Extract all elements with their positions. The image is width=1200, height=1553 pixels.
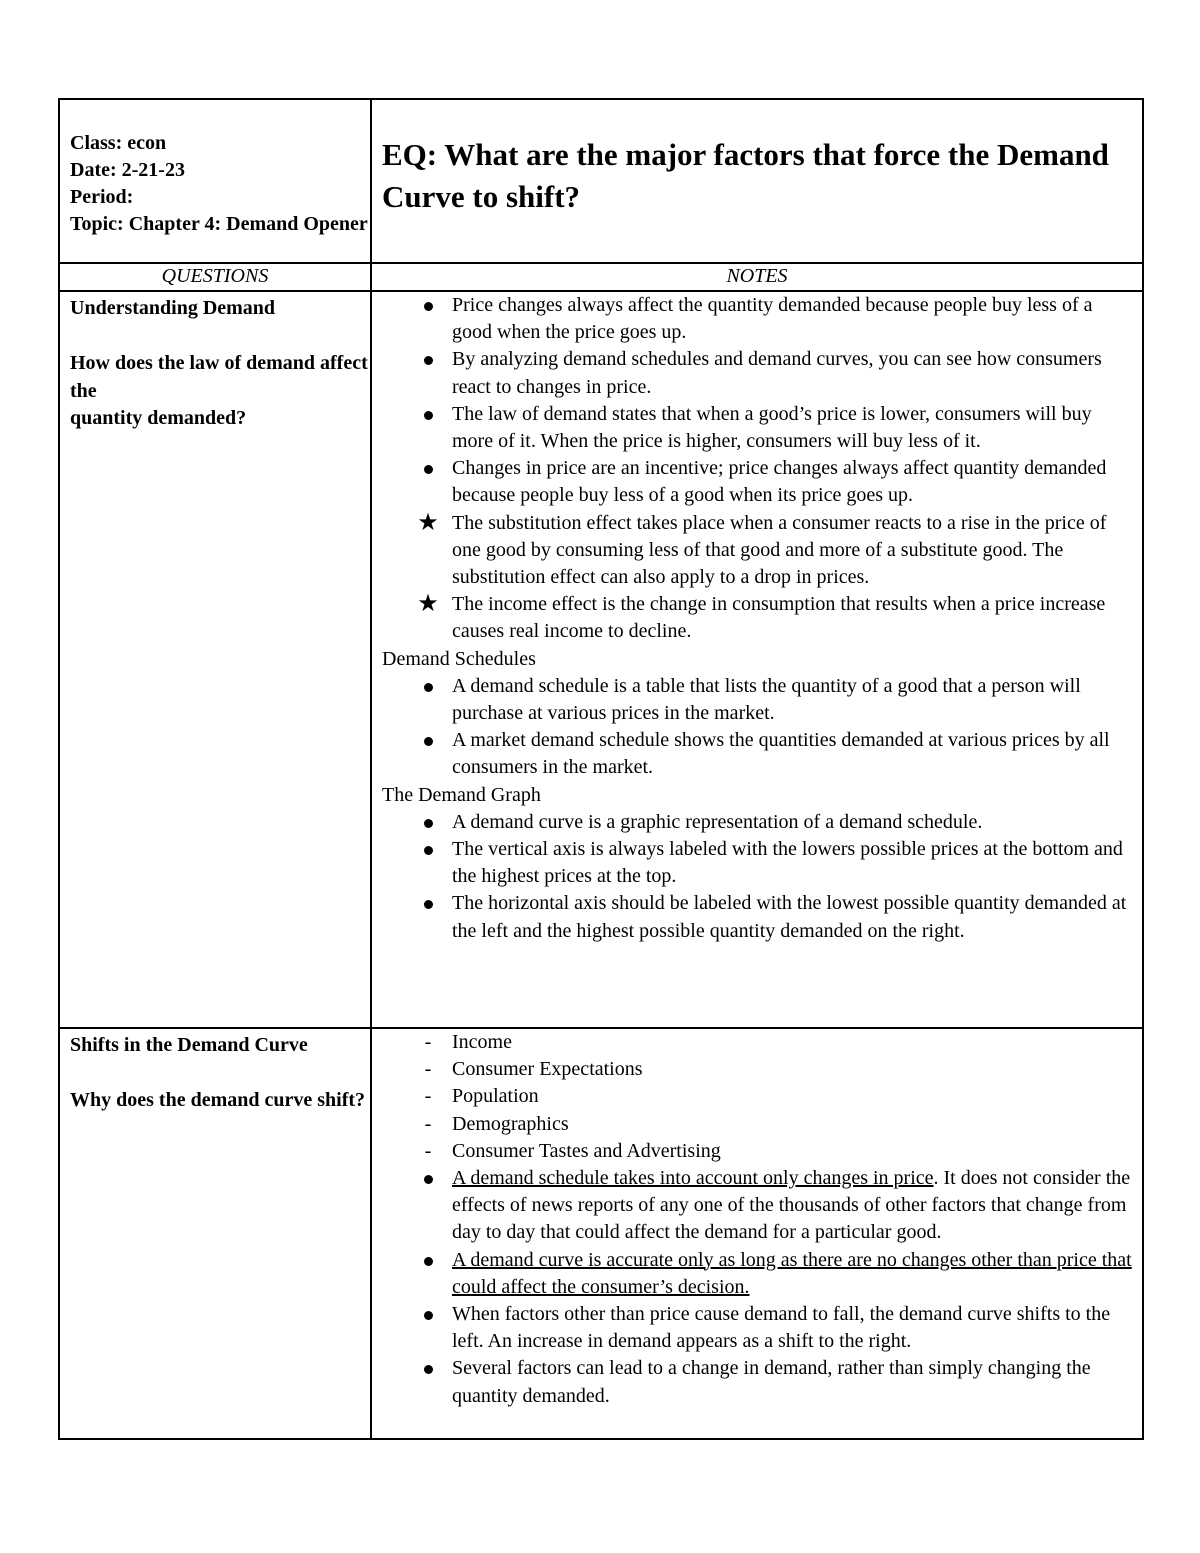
dash-icon: - — [424, 1031, 432, 1053]
notes-cell — [371, 291, 1143, 1028]
question-text: How does the law of demand affect the — [70, 352, 368, 402]
star-icon: ★ — [417, 591, 439, 618]
header-row — [59, 99, 1143, 263]
list-item — [382, 1247, 1132, 1301]
bullet-list — [382, 292, 1132, 646]
list-item: A demand schedule is a table that lists the quantity of a good that a person will purchase at various prices in the market. — [452, 674, 1081, 725]
subheading-demand-schedules: Demand Schedules — [382, 647, 536, 670]
question-cell — [59, 291, 371, 1028]
list-item: - Consumer Expectations — [382, 1056, 1132, 1083]
shifts-row — [59, 1028, 1143, 1439]
section-title: Shifts in the Demand Curve — [70, 1034, 308, 1056]
dash-icon: - — [424, 1085, 432, 1108]
list-item: A demand schedule takes into account only changes in price. It does not consider the effects of news reports of any one of the thousands of other factors that change from day to day that could affect the demand for a particular good. — [452, 1167, 1131, 1244]
list-item: The vertical axis is always labeled with the lowers possible prices at the bottom and the highest prices at the top. — [452, 838, 1123, 888]
notes-cell — [371, 1028, 1143, 1439]
bullet-list — [382, 809, 1132, 945]
list-item: The law of demand states that when a good’s price is lower, consumers will buy more of it. When the price is higher, consumers will buy less of it. — [452, 402, 1092, 453]
understanding-demand-row — [59, 291, 1143, 1028]
list-item: A demand curve is a graphic representation of a demand schedule. — [452, 810, 983, 833]
questions-header: QUESTIONS — [59, 263, 371, 291]
subheading-demand-graph: The Demand Graph — [382, 783, 541, 806]
list-item: When factors other than price cause demand to fall, the demand curve shifts to the left. An increase in demand appears as a shift to the right. — [452, 1303, 1111, 1353]
underlined-text: A demand schedule takes into account only changes in price — [452, 1167, 934, 1190]
bullet-list — [382, 1165, 1132, 1410]
dash-icon: - — [424, 1058, 432, 1081]
list-item: ★ The substitution effect takes place when a consumer reacts to a rise in the price of one good by consuming less of that good and more of a substitute good. The substitution effect can also apply to a drop in prices. — [417, 509, 1107, 589]
notes-header: NOTES — [371, 263, 1143, 291]
underlined-text: A demand curve is accurate only as long as there are no changes other than price that could affect the consumer’s decision. — [452, 1248, 1132, 1298]
list-item: Price changes always affect the quantity demanded because people buy less of a good when the price goes up. — [452, 294, 1093, 344]
star-icon: ★ — [417, 509, 439, 536]
list-item: - Demographics — [382, 1111, 1132, 1138]
topic-line: Topic: Chapter 4: Demand Opener — [70, 213, 368, 235]
class-info-cell — [59, 99, 371, 263]
dash-icon: - — [424, 1139, 432, 1162]
question-text: quantity demanded? — [70, 407, 247, 429]
question-cell — [59, 1028, 371, 1439]
list-item: By analyzing demand schedules and demand curves, you can see how consumers react to changes in price. — [452, 348, 1102, 398]
cornell-notes-table — [58, 98, 1144, 1440]
bullet-list — [382, 673, 1132, 782]
list-item: - Consumer Tastes and Advertising — [382, 1138, 1132, 1165]
list-item: The horizontal axis should be labeled with the lowest possible quantity demanded at the left and the highest possible quantity demanded on the right. — [452, 892, 1127, 942]
date-line: Date: 2-21-23 — [70, 159, 185, 181]
section-title: Understanding Demand — [70, 297, 276, 319]
column-header-row — [59, 263, 1143, 291]
list-item: - Population — [382, 1083, 1132, 1110]
question-text: Why does the demand curve shift? — [70, 1089, 366, 1111]
list-item: - Income — [382, 1029, 1132, 1056]
class-line: Class: econ — [70, 132, 167, 154]
essential-question: EQ: What are the major factors that force the Demand Curve to shift? — [382, 137, 1109, 214]
list-item: ★ The income effect is the change in consumption that results when a price increase causes real income to decline. — [417, 591, 1106, 643]
list-item: Several factors can lead to a change in demand, rather than simply changing the quantity demanded. — [452, 1357, 1091, 1407]
list-item: Changes in price are an incentive; price changes always affect quantity demanded because people buy less of a good when its price goes up. — [452, 457, 1107, 507]
list-item: A market demand schedule shows the quantities demanded at various prices by all consumers in the market. — [452, 729, 1110, 779]
dash-list — [382, 1029, 1132, 1165]
period-line: Period: — [70, 186, 134, 208]
essential-question-cell — [371, 99, 1143, 263]
dash-icon: - — [424, 1112, 432, 1135]
